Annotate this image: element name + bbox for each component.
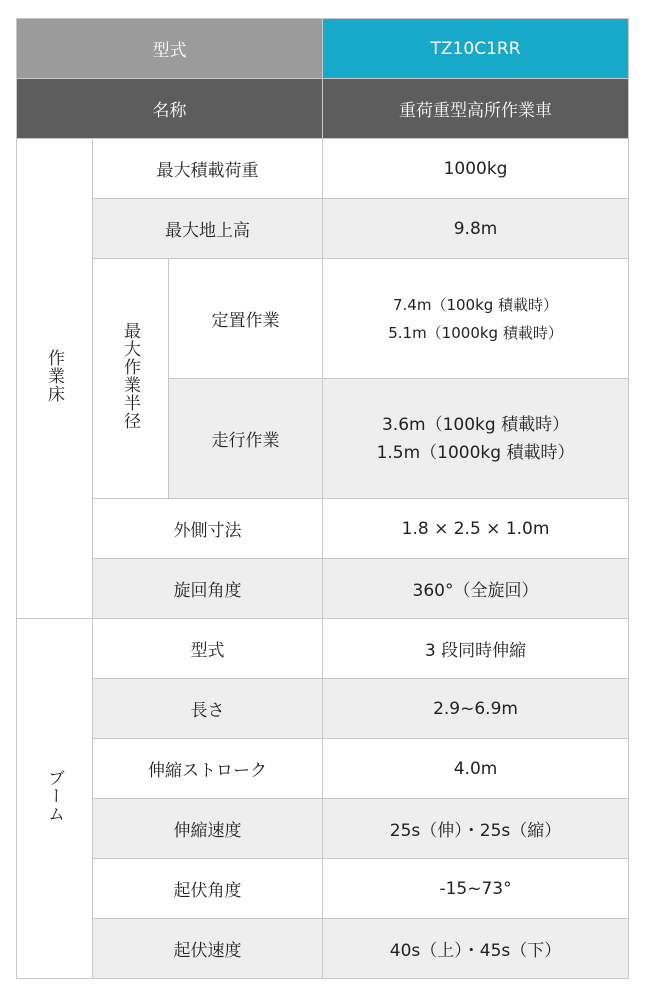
boom-length-value: 2.9~6.9m [323, 679, 629, 739]
stationary-label: 定置作業 [169, 259, 323, 379]
table-row [17, 259, 629, 379]
rotation-value: 360°（全旋回） [323, 559, 629, 619]
boom-stroke-value: 4.0m [323, 739, 629, 799]
boom-stroke-label: 伸縮ストローク [93, 739, 323, 799]
extend-speed-value: 25s（伸）・25s（縮） [323, 799, 629, 859]
luffing-speed-label: 起伏速度 [93, 919, 323, 979]
travel-line1: 3.6m（100kg 積載時） [381, 414, 570, 435]
radius-group-cell [93, 259, 169, 499]
travel-label: 走行作業 [169, 379, 323, 499]
radius-group-label: 最大作業半径 [120, 322, 140, 430]
boom-length-label: 長さ [93, 679, 323, 739]
extend-speed-label: 伸縮速度 [93, 799, 323, 859]
table-row [17, 619, 629, 679]
luffing-speed-value: 40s（上）・45s（下） [323, 919, 629, 979]
table-row [17, 799, 629, 859]
platform-group-cell [17, 139, 93, 619]
rotation-label: 旋回角度 [93, 559, 323, 619]
table-row [17, 859, 629, 919]
table-row [17, 919, 629, 979]
name-label: 名称 [17, 79, 323, 139]
table-row [17, 139, 629, 199]
boom-type-value: 3 段同時伸縮 [323, 619, 629, 679]
dimensions-value: 1.8 × 2.5 × 1.0m [323, 499, 629, 559]
platform-group-label: 作業床 [44, 349, 64, 403]
luffing-angle-label: 起伏角度 [93, 859, 323, 919]
boom-group-label: ブーム [44, 769, 64, 823]
header-model-row [17, 19, 629, 79]
stationary-line1: 7.4m（100kg 積載時） [392, 295, 559, 314]
max-load-value: 1000kg [323, 139, 629, 199]
luffing-angle-value: -15~73° [323, 859, 629, 919]
table-row [17, 739, 629, 799]
table-row [17, 679, 629, 739]
max-load-label: 最大積載荷重 [93, 139, 323, 199]
table-row [17, 559, 629, 619]
max-height-value: 9.8m [323, 199, 629, 259]
name-value: 重荷重型高所作業車 [323, 79, 629, 139]
spec-table [16, 18, 629, 979]
model-value: TZ10C1RR [323, 19, 629, 79]
table-row [17, 499, 629, 559]
stationary-value [323, 259, 629, 379]
boom-type-label: 型式 [93, 619, 323, 679]
header-name-row [17, 79, 629, 139]
stationary-line2: 5.1m（1000kg 積載時） [388, 323, 563, 342]
max-height-label: 最大地上高 [93, 199, 323, 259]
dimensions-label: 外側寸法 [93, 499, 323, 559]
travel-line2: 1.5m（1000kg 積載時） [376, 442, 575, 463]
model-label: 型式 [17, 19, 323, 79]
boom-group-cell [17, 619, 93, 979]
travel-value [323, 379, 629, 499]
table-row [17, 199, 629, 259]
